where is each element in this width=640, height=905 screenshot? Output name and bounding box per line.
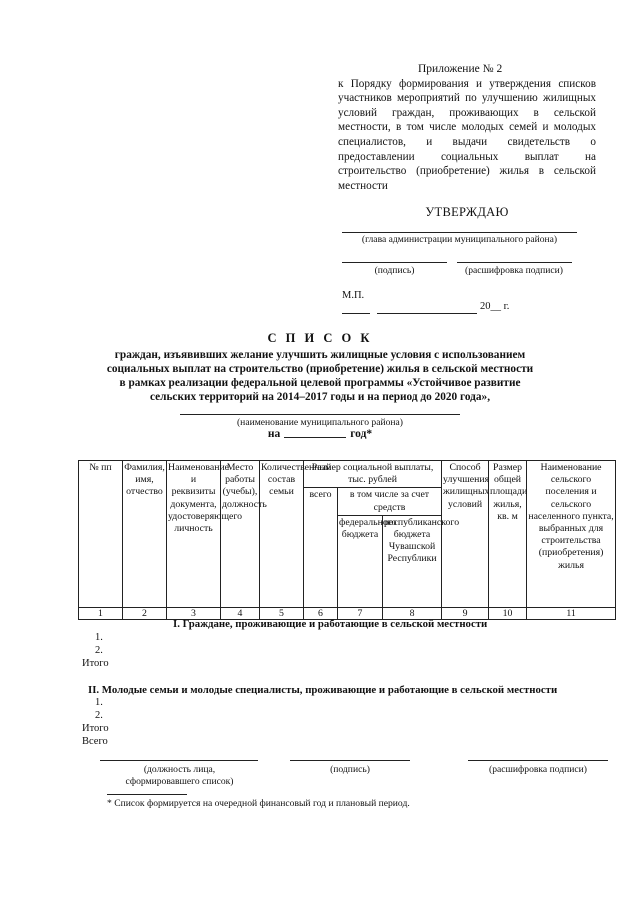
col-number: 11 bbox=[527, 607, 616, 619]
col-number: 5 bbox=[260, 607, 304, 619]
header-place: Наименование сельского поселения и сельского населенного пункта, выбранных для строительства (приобретения) жилья bbox=[527, 461, 616, 608]
header-federal: федерального бюджета bbox=[338, 515, 383, 607]
decoding-line bbox=[457, 262, 572, 263]
header-total: всего bbox=[304, 488, 338, 607]
document-title bbox=[100, 331, 540, 404]
section-1-item-2: 2. bbox=[95, 645, 103, 656]
footnote: * Список формируется на очередной финансовый год и плановый период. bbox=[107, 798, 410, 809]
section-2-item-2: 2. bbox=[95, 710, 103, 721]
appendix-header bbox=[338, 62, 596, 193]
col-number: 10 bbox=[489, 607, 527, 619]
signature-line-bottom bbox=[290, 760, 410, 761]
title-line-2: социальных выплат на строительство (приобретение) жилья в сельской местности bbox=[106, 363, 534, 375]
header-including: в том числе за счет средств bbox=[338, 488, 442, 515]
appendix-title: Приложение № 2 bbox=[418, 63, 503, 75]
decoding-caption-bottom: (расшифровка подписи) bbox=[489, 764, 587, 775]
appendix-text: к Порядку формирования и утверждения списков участников мероприятий по улучшению жилищных условий граждан, проживающих в сельской местности, в том числе молодых семей и молодых специалистов, и выдачи свидетельств о предоставлении социальных выплат на строительство (приобретение) жилья в сельской местности bbox=[338, 77, 596, 192]
seal-label: М.П. bbox=[342, 290, 365, 301]
approve-word: УТВЕРЖДАЮ bbox=[425, 205, 509, 219]
title-line-3: в рамках реализации федеральной целевой программы «Устойчивое развитие bbox=[119, 377, 521, 389]
col-number: 1 bbox=[79, 607, 123, 619]
col-number: 4 bbox=[221, 607, 260, 619]
section-2-item-1: 1. bbox=[95, 697, 103, 708]
year-row bbox=[180, 428, 460, 440]
header-work: Место работы (учебы), должность bbox=[221, 461, 260, 608]
section-2-total: Итого bbox=[82, 723, 109, 734]
section-1-title: I. Граждане, проживающие и работающие в сельской местности bbox=[173, 618, 488, 630]
footnote-separator bbox=[107, 794, 187, 795]
head-caption: (глава администрации муниципального района) bbox=[361, 234, 558, 245]
header-fio: Фамилия, имя, отчество bbox=[123, 461, 167, 608]
position-line bbox=[100, 760, 258, 761]
col-number: 7 bbox=[338, 607, 383, 619]
section-1-total: Итого bbox=[82, 658, 109, 669]
day-line bbox=[342, 313, 370, 314]
municipality-caption: (наименование муниципального района) bbox=[236, 417, 403, 428]
month-line bbox=[377, 313, 477, 314]
col-number: 8 bbox=[383, 607, 442, 619]
section-1-item-1: 1. bbox=[95, 632, 103, 643]
title-line-4: сельских территорий на 2014–2017 годы и на период до 2020 года», bbox=[149, 391, 491, 403]
header-area: Размер общей площади жилья, кв. м bbox=[489, 461, 527, 608]
head-line bbox=[342, 232, 577, 233]
header-family: Количественный состав семьи bbox=[260, 461, 304, 608]
signature-caption-bottom: (подпись) bbox=[330, 764, 370, 775]
position-caption: (должность лица, сформировавшего список) bbox=[125, 764, 234, 787]
col-number: 9 bbox=[442, 607, 489, 619]
signature-line bbox=[342, 262, 447, 263]
decoding-line-bottom bbox=[468, 760, 608, 761]
section-2-title: II. Молодые семьи и молодые специалисты, проживающие и работающие в сельской местности bbox=[88, 684, 558, 696]
on-suffix: год* bbox=[350, 428, 373, 440]
decoding-caption: (расшифровка подписи) bbox=[465, 265, 563, 276]
municipality-line bbox=[180, 414, 460, 415]
year-blank bbox=[284, 437, 346, 438]
header-payment-size: Размер социальной выплаты, тыс. рублей bbox=[304, 461, 442, 488]
col-number: 3 bbox=[167, 607, 221, 619]
col-number: 2 bbox=[123, 607, 167, 619]
approval-block bbox=[337, 205, 597, 312]
signature-caption: (подпись) bbox=[374, 265, 415, 276]
list-heading: С П И С О К bbox=[267, 331, 373, 345]
col-number: 6 bbox=[304, 607, 338, 619]
grand-total: Всего bbox=[82, 736, 108, 747]
title-line-1: граждан, изъявивших желание улучшить жилищные условия с использованием bbox=[114, 349, 526, 361]
header-republic: республиканского бюджета Чувашской Республики bbox=[383, 515, 442, 607]
header-document: Наименование и реквизиты документа, удостоверяющего личность bbox=[167, 461, 221, 608]
header-num: № пп bbox=[79, 461, 123, 608]
on-prefix: на bbox=[267, 428, 281, 440]
year-label: 20__ г. bbox=[480, 301, 510, 312]
header-method: Способ улучшения жилищных условий bbox=[442, 461, 489, 608]
participants-table bbox=[78, 460, 616, 620]
